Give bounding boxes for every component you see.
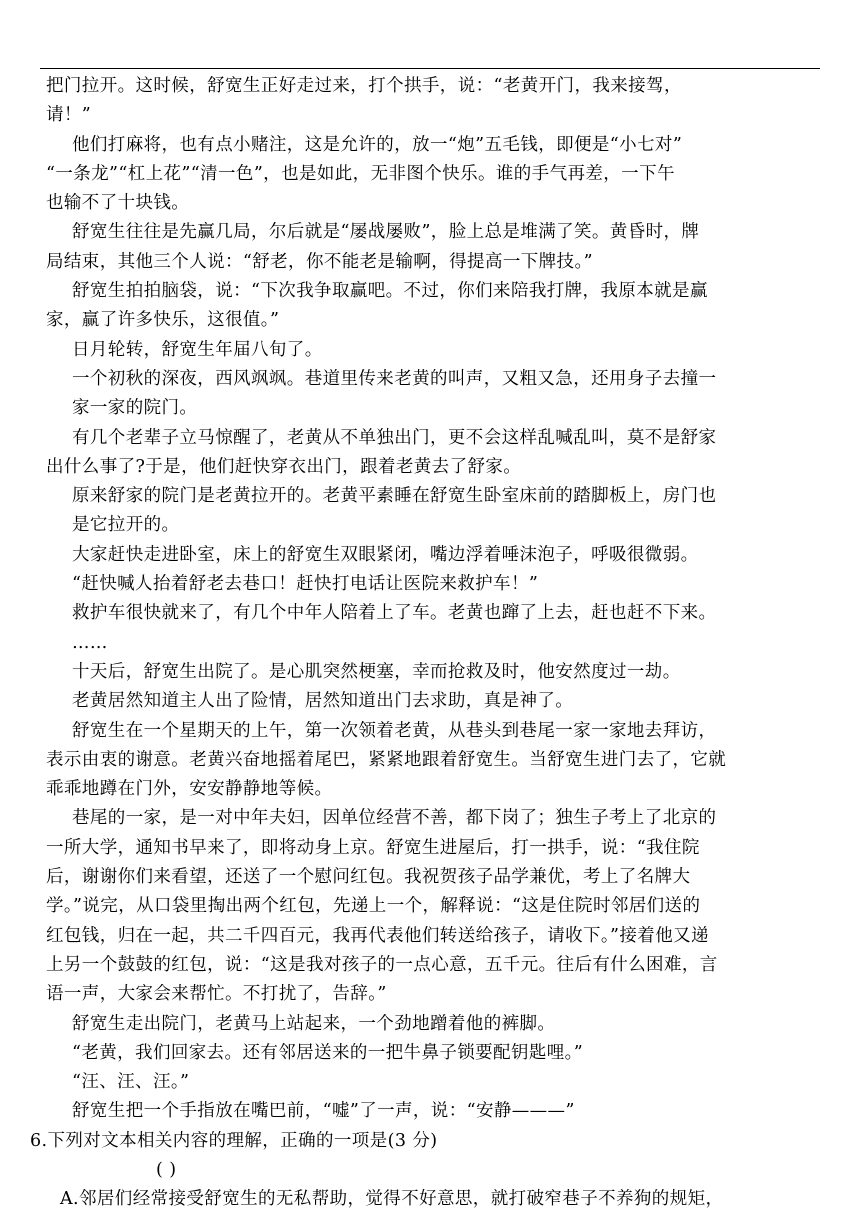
text-line: 后，谢谢你们来看望，还送了一个慰问红包。我祝贺孩子品学兼优，考上了名牌大: [46, 867, 691, 888]
question-line: 6.下列对文本相关内容的理解，正确的一项是(3 分): [30, 1130, 438, 1151]
text-line: 十天后，舒宽生出院了。是心肌突然梗塞，幸而抢救及时，他安然度过一劫。: [72, 661, 681, 682]
text-line: 原来舒家的院门是老黄拉开的。老黄平素睡在舒宽生卧室床前的踏脚板上，房门也: [72, 486, 717, 507]
text-line: 乖乖地蹲在门外，安安静静地等候。: [46, 779, 333, 800]
text-line: “赶快喊人抬着舒老去巷口！赶快打电话让医院来救护车！”: [72, 574, 539, 595]
text-line: “汪、汪、汪。”: [72, 1072, 190, 1093]
text-line: 舒宽生在一个星期天的上午，第一次领着老黄，从巷头到巷尾一家一家地去拜访，: [72, 720, 717, 741]
text-line: 他们打麻将，也有点小赌注，这是允许的，放一“炮”五毛钱，即便是“小七对”: [72, 134, 683, 155]
text-line: 表示由衷的谢意。老黄兴奋地摇着尾巴，紧紧地跟着舒宽生。当舒宽生进门去了，它就: [46, 749, 727, 770]
text-line: 舒宽生把一个手指放在嘴巴前，“嘘”了一声，说：“安静———”: [72, 1101, 575, 1122]
text-line: 舒宽生拍拍脑袋，说：“下次我争取赢吧。不过，你们来陪我打牌，我原本就是赢: [72, 281, 708, 302]
document-body: [0, 72, 860, 1215]
text-line: “一条龙”“杠上花”“清一色”，也是如此，无非图个快乐。谁的手气再差，一下午: [46, 163, 675, 184]
text-line: 老黄居然知道主人出了险情，居然知道出门去求助，真是神了。: [72, 691, 574, 712]
text-line: 救护车很快就来了，有几个中年人陪着上了车。老黄也蹿了上去，赶也赶不下来。: [72, 603, 717, 624]
text-line: 大家赶快走进卧室，床上的舒宽生双眼紧闭，嘴边浮着唾沫泡子，呼吸很微弱。: [72, 544, 699, 565]
text-line: 是它拉开的。: [72, 515, 180, 536]
text-line: 家一家的院门。: [72, 398, 198, 419]
text-line: 上另一个鼓鼓的红包，说：“这是我对孩子的一点心意，五千元。往后有什么困难，言: [46, 954, 718, 975]
text-line: 红包钱，归在一起，共二千四百元，我再代表他们转送给孩子，请收下。”接着他又递: [46, 925, 709, 946]
question-line: A.邻居们经常接受舒宽生的无私帮助，觉得不好意思，就打破窄巷子不养狗的规矩，: [60, 1189, 724, 1210]
text-line: 一个初秋的深夜，西风飒飒。巷道里传来老黄的叫声，又粗又急，还用身子去撞一: [72, 368, 717, 389]
text-line: “老黄，我们回家去。还有邻居送来的一把牛鼻子锁要配钥匙哩。”: [72, 1042, 584, 1063]
text-line: 语一声，大家会来帮忙。不打扰了，告辞。”: [46, 984, 387, 1005]
text-line: 日月轮转，舒宽生年届八旬了。: [72, 339, 323, 360]
text-line: 出什么事了?于是，他们赶快穿衣出门，跟着老黄去了舒家。: [46, 456, 522, 477]
text-line: 有几个老辈子立马惊醒了，老黄从不单独出门，更不会这样乱喊乱叫，莫不是舒家: [72, 427, 717, 448]
text-line: 把门拉开。这时候，舒宽生正好走过来，打个拱手，说：“老黄开门，我来接驾，: [46, 76, 682, 96]
text-line: 舒宽生走出院门，老黄马上站起来，一个劲地蹭着他的裤脚。: [72, 1013, 556, 1034]
text-line: 也输不了十块钱。: [46, 193, 190, 214]
text-line: ……: [72, 632, 108, 653]
text-line: 一所大学，通知书早来了，即将动身上京。舒宽生进屋后，打一拱手，说：“我住院: [46, 837, 700, 858]
question-line: ( ): [156, 1159, 177, 1180]
text-line: 巷尾的一家，是一对中年夫妇，因单位经营不善，都下岗了；独生子考上了北京的: [72, 808, 717, 829]
text-line: 请！”: [46, 105, 92, 126]
text-line: 家，赢了许多快乐，这很值。”: [46, 310, 280, 331]
text-line: 局结束，其他三个人说：“舒老，你不能老是输啊，得提高一下牌技。”: [46, 251, 593, 272]
text-line: 学。”说完，从口袋里掏出两个红包，先递上一个，解释说：“这是住院时邻居们送的: [46, 896, 701, 917]
text-line: 舒宽生往往是先赢几局，尔后就是“屡战屡败”，脸上总是堆满了笑。黄昏时，牌: [72, 222, 700, 243]
header-rule: [40, 68, 820, 69]
